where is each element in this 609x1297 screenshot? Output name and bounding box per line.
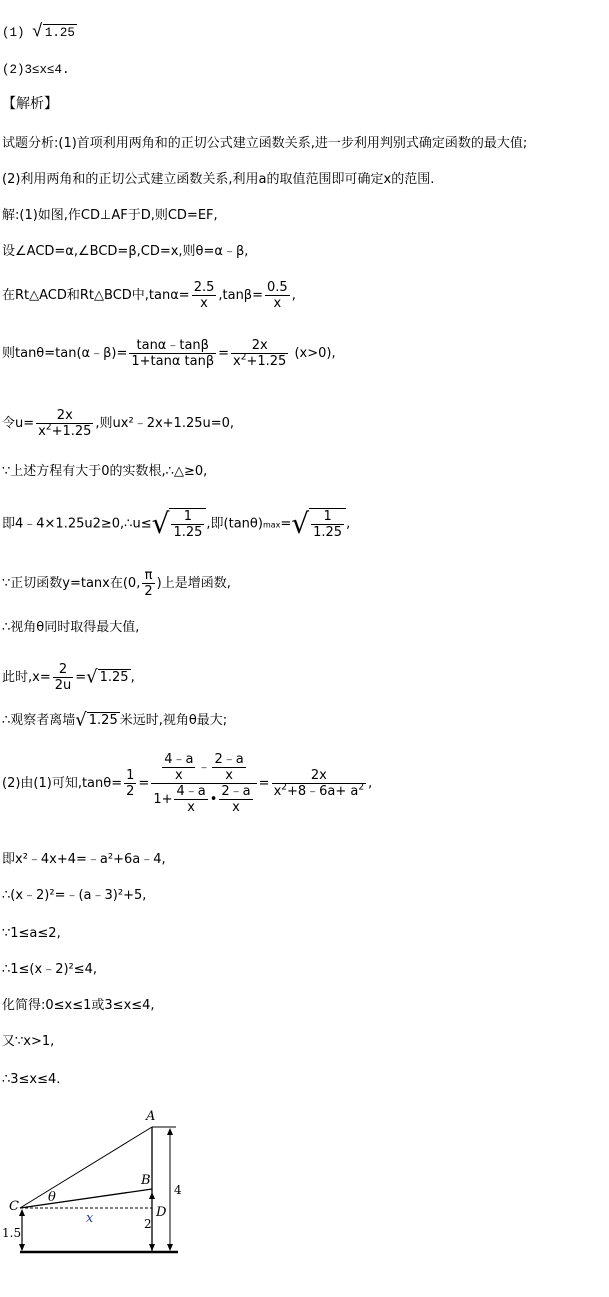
- solution-line-13: 即x²﹣4x+4=﹣a²+6a﹣4,: [2, 852, 166, 867]
- text: (2)由(1)可知,tanθ=: [2, 776, 123, 791]
- text: x: [273, 784, 282, 799]
- solution-line-7: [2, 508, 350, 540]
- numerator: tanα﹣tanβ: [129, 338, 216, 354]
- numerator: π: [142, 568, 154, 584]
- solution-line-16: ∴1≤(x﹣2)²≤4,: [2, 962, 98, 977]
- numerator: 1: [311, 509, 344, 525]
- fraction: [311, 509, 344, 540]
- text: x: [38, 424, 46, 439]
- label-B: B: [141, 1173, 151, 1188]
- text: ,则ux²﹣2x+1.25u=0,: [95, 416, 235, 431]
- solution-line-14: ∴(x﹣2)²=﹣(a﹣3)²+5,: [2, 888, 147, 903]
- denominator: x: [200, 296, 208, 311]
- label-x: x: [86, 1211, 94, 1226]
- fraction: [171, 509, 204, 540]
- text: •: [209, 792, 218, 807]
- sqrt-expression: √ 1.25: [75, 709, 118, 731]
- arrowhead: [19, 1244, 25, 1251]
- numerator: 2﹣a: [221, 784, 251, 799]
- answer-1-prefix: (1): [2, 25, 25, 40]
- superscript: 2: [45, 422, 52, 433]
- text: +8﹣6a+ a: [287, 784, 359, 799]
- solution-line-10: [2, 662, 135, 693]
- solution-line-8: [2, 568, 231, 599]
- solution-line-5: [2, 408, 234, 439]
- text: x: [233, 354, 241, 369]
- numerator: 1: [171, 509, 204, 525]
- fraction: [36, 408, 93, 439]
- text: +1.25: [246, 354, 287, 369]
- fraction: [142, 568, 154, 599]
- text: ,: [346, 516, 351, 532]
- denominator: [272, 784, 367, 799]
- denominator: 1.25: [173, 525, 203, 540]
- fraction: [219, 784, 252, 815]
- text: ∴观察者离墙: [2, 713, 76, 728]
- text: =: [280, 516, 292, 532]
- numerator: 2﹣a: [214, 752, 244, 767]
- text: 此时,x=: [2, 670, 51, 685]
- line-CA: [20, 1127, 152, 1208]
- text: =: [75, 670, 87, 685]
- arrowhead: [149, 1244, 155, 1251]
- analysis-heading: 【解析】: [2, 96, 58, 112]
- text: 在Rt△ACD和Rt△BCD中,tanα=: [2, 288, 190, 303]
- fraction: [265, 280, 290, 311]
- superscript: 2: [281, 782, 287, 793]
- fraction: [124, 768, 136, 799]
- numerator: 4﹣a: [164, 752, 194, 767]
- line-CB: [20, 1189, 152, 1208]
- solution-line-4: [2, 338, 336, 369]
- denominator: 2: [126, 784, 135, 799]
- numerator: 2x: [36, 408, 93, 424]
- denominator: x: [232, 800, 240, 815]
- numerator: 2.5: [193, 280, 215, 295]
- sqrt-expression: √ $\frac{1}{1.25}$: [152, 508, 207, 540]
- radicand: 1.25: [88, 713, 118, 728]
- denominator: [36, 424, 93, 439]
- text: +1.25: [51, 424, 92, 439]
- denominator: x: [273, 296, 282, 311]
- sqrt-expression: √ 1.25: [32, 22, 75, 43]
- label-C: C: [9, 1199, 19, 1214]
- fraction: [53, 662, 74, 693]
- solution-line-18: 又∵x>1,: [2, 1034, 55, 1049]
- fraction: [231, 338, 288, 369]
- denominator: [151, 784, 256, 815]
- fraction: [272, 768, 367, 799]
- numerator: 2x: [272, 768, 367, 784]
- solution-line-17: 化简得:0≤x≤1或3≤x≤4,: [2, 998, 155, 1013]
- geometry-figure: [0, 1100, 200, 1260]
- numerator: 1: [126, 768, 135, 783]
- denominator: 2u: [54, 678, 72, 693]
- solution-line-12: [2, 752, 372, 815]
- text: ,: [291, 288, 296, 303]
- label-theta: θ: [48, 1190, 56, 1205]
- superscript: 2: [358, 782, 365, 793]
- label-2: 2: [144, 1217, 152, 1231]
- radicand: [309, 508, 346, 540]
- numerator: 2x: [231, 338, 288, 354]
- label-4: 4: [174, 1183, 182, 1197]
- answer-2: (2)3≤x≤4.: [2, 63, 70, 77]
- solution-line-9: ∴视角θ同时取得最大值,: [2, 620, 140, 635]
- text: ﹣: [197, 760, 211, 775]
- text: 则tanθ=tan(α﹣β)=: [2, 346, 128, 361]
- arrowhead: [167, 1244, 173, 1251]
- text: ∵正切函数y=tanx在(0,: [2, 576, 141, 591]
- numerator: 4﹣a: [176, 784, 206, 799]
- radicand: 1.25: [44, 26, 75, 40]
- solution-line-11: [2, 709, 228, 731]
- label-1-5: 1.5: [2, 1226, 22, 1240]
- denominator: x: [174, 768, 183, 783]
- text: ,tanβ=: [218, 288, 263, 303]
- analysis-line-1: 试题分析:(1)首项利用两角和的正切公式建立函数关系,进一步利用判别式确定函数的最大值;: [2, 136, 528, 151]
- denominator: x: [187, 800, 195, 815]
- text: =: [138, 776, 150, 791]
- arrowhead: [19, 1209, 25, 1216]
- subscript: max: [262, 520, 281, 530]
- numerator: [151, 752, 256, 784]
- text: ,: [368, 776, 373, 791]
- arrowhead: [149, 1192, 155, 1199]
- complex-fraction: [151, 752, 256, 815]
- solution-line-19: ∴3≤x≤4.: [2, 1072, 61, 1087]
- numerator: 2: [53, 662, 74, 678]
- fraction: [162, 752, 195, 783]
- analysis-line-2: (2)利用两角和的正切公式建立函数关系,利用a的取值范围即可确定x的范围.: [2, 172, 435, 187]
- fraction: [129, 338, 216, 369]
- denominator: 1+tanα tanβ: [131, 354, 215, 369]
- label-A: A: [146, 1109, 156, 1124]
- solution-line-3: [2, 280, 296, 311]
- text: =: [258, 776, 270, 791]
- superscript: 2: [240, 352, 247, 363]
- text: 1+: [153, 792, 173, 807]
- solution-line-2: 设∠ACD=α,∠BCD=β,CD=x,则θ=α﹣β,: [2, 244, 249, 259]
- answer-1: [2, 24, 77, 41]
- fraction: [192, 280, 217, 311]
- text: ,: [130, 670, 135, 685]
- text: ,即(tanθ): [206, 516, 263, 532]
- sqrt-expression: √ $\frac{1}{1.25}$: [291, 508, 346, 540]
- denominator: x: [225, 768, 233, 783]
- text: =: [218, 346, 230, 361]
- solution-line-1: 解:(1)如图,作CD⊥AF于D,则CD=EF,: [2, 208, 218, 223]
- denominator: 2: [144, 584, 153, 599]
- solution-line-6: ∵上述方程有大于0的实数根,∴△≥0,: [2, 464, 208, 479]
- arrowhead: [167, 1128, 173, 1135]
- denominator: [231, 354, 288, 369]
- sqrt-expression: √ 1.25: [86, 666, 129, 688]
- text: 即4﹣4×1.25u2≥0,∴u≤: [2, 516, 152, 532]
- text: )上是增函数,: [156, 576, 231, 591]
- text: 令u=: [2, 416, 35, 431]
- text: (x>0),: [294, 346, 336, 361]
- radicand: 1.25: [99, 670, 129, 685]
- numerator: 0.5: [267, 280, 288, 295]
- label-D: D: [156, 1205, 167, 1220]
- radicand: [169, 508, 206, 540]
- solution-line-15: ∵1≤a≤2,: [2, 926, 61, 941]
- fraction: [174, 784, 207, 815]
- text: 米远时,视角θ最大;: [119, 713, 228, 728]
- fraction: [212, 752, 245, 783]
- denominator: 1.25: [313, 525, 343, 540]
